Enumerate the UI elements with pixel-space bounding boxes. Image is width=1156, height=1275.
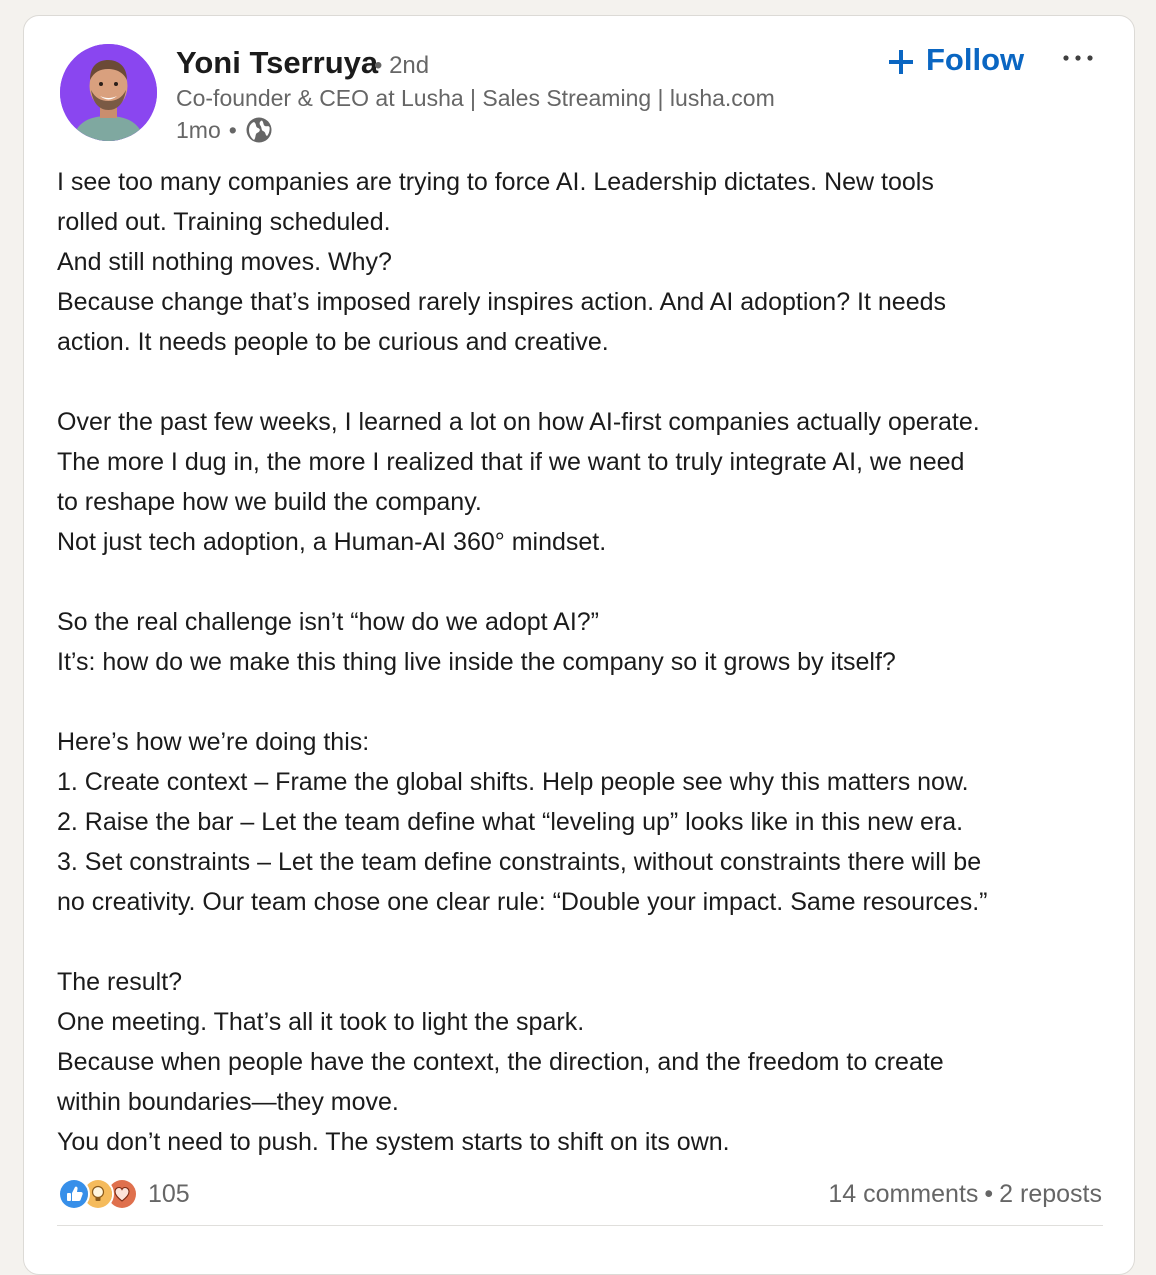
author-avatar[interactable] bbox=[60, 44, 157, 141]
plus-icon bbox=[888, 47, 914, 73]
globe-icon bbox=[245, 116, 273, 144]
post-line: You don’t need to push. The system starts to shift on its own. bbox=[57, 1128, 730, 1156]
divider bbox=[57, 1225, 1103, 1226]
connection-degree: • 2nd bbox=[374, 52, 430, 79]
post-line: no creativity. Our team chose one clear rule: “Double your impact. Same resources.” bbox=[57, 888, 988, 916]
meta-separator: • bbox=[228, 116, 237, 143]
post-line: The result? bbox=[57, 968, 183, 996]
follow-button[interactable] bbox=[888, 40, 1024, 80]
comments-count-link[interactable]: 14 comments bbox=[828, 1179, 979, 1208]
post-line: 1. Create context – Frame the global shifts. Help people see why this matters now. bbox=[57, 768, 969, 796]
reaction-count: 105 bbox=[148, 1179, 190, 1208]
post-text bbox=[57, 162, 1107, 1162]
post-line: 2. Raise the bar – Let the team define what “leveling up” looks like in this new era. bbox=[57, 808, 964, 836]
social-separator: • bbox=[984, 1179, 994, 1208]
author-headline: Co-founder & CEO at Lusha | Sales Streaming | lusha.com bbox=[176, 85, 775, 111]
reactions-summary[interactable] bbox=[58, 1176, 190, 1212]
social-counts bbox=[828, 1176, 1102, 1212]
post-line: within boundaries—they move. bbox=[57, 1088, 399, 1116]
post-line: It’s: how do we make this thing live inside the company so it grows by itself? bbox=[57, 648, 896, 676]
post-line: Because when people have the context, the direction, and the freedom to create bbox=[57, 1048, 944, 1076]
post-time: 1mo bbox=[176, 116, 221, 143]
post-line: So the real challenge isn’t “how do we adopt AI?” bbox=[57, 608, 600, 636]
post-line: to reshape how we build the company. bbox=[57, 488, 482, 516]
post-line: The more I dug in, the more I realized that if we want to truly integrate AI, we need bbox=[57, 448, 965, 476]
feed-post-card bbox=[23, 15, 1135, 1275]
post-line: action. It needs people to be curious and creative. bbox=[57, 328, 609, 356]
post-line: I see too many companies are trying to force AI. Leadership dictates. New tools bbox=[57, 168, 934, 196]
reposts-count-link[interactable]: 2 reposts bbox=[999, 1179, 1102, 1208]
post-line: One meeting. That’s all it took to light the spark. bbox=[57, 1008, 585, 1036]
post-line: Because change that’s imposed rarely inspires action. And AI adoption? It needs bbox=[57, 288, 947, 316]
post-line: 3. Set constraints – Let the team define constraints, without constraints there will be bbox=[57, 848, 982, 876]
post-meta bbox=[176, 114, 273, 146]
post-line: rolled out. Training scheduled. bbox=[57, 208, 391, 236]
like-icon bbox=[58, 1178, 90, 1210]
ellipsis-icon[interactable] bbox=[1058, 46, 1098, 70]
post-line: Not just tech adoption, a Human-AI 360° mindset. bbox=[57, 528, 607, 556]
post-line: And still nothing moves. Why? bbox=[57, 248, 392, 276]
post-line: Here’s how we’re doing this: bbox=[57, 728, 370, 756]
post-line: Over the past few weeks, I learned a lot on how AI-first companies actually operate. bbox=[57, 408, 980, 436]
follow-label: Follow bbox=[926, 42, 1025, 77]
author-name[interactable]: Yoni Tserruya bbox=[176, 45, 379, 80]
